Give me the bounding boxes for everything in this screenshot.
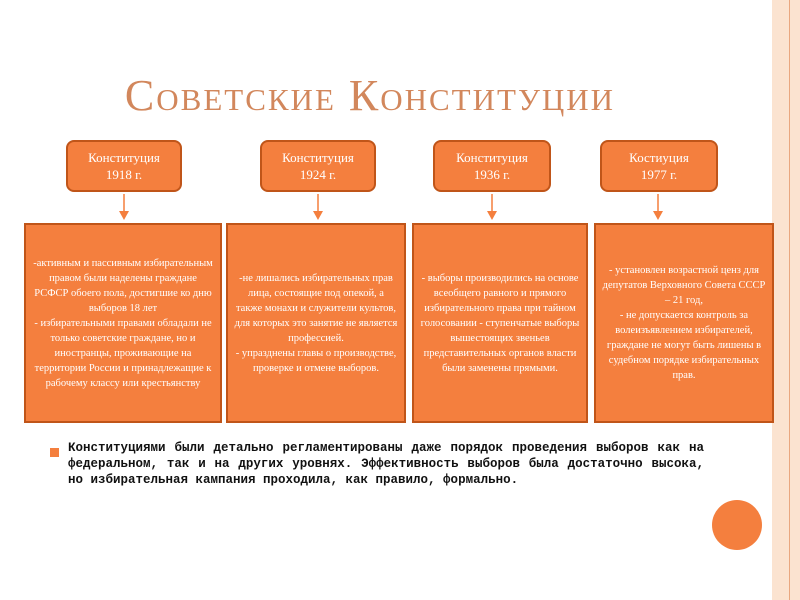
arrow-down-icon xyxy=(652,194,664,220)
header-label: Конституция xyxy=(282,150,354,165)
constitution-1977-header xyxy=(600,140,718,192)
details-text: -активным и пассивным избирательным правом были наделены граждане РСФСР обоего пола, достигшие ко дню выборов 18 лет - избирательными правами обладали не только советские граждане, но и иностранцы, проживающие на территории России и принадлежащие к рабочему классу или крестьянству xyxy=(33,257,213,389)
decorative-circle xyxy=(712,500,762,550)
constitution-1918-header xyxy=(66,140,182,192)
header-year: 1977 г. xyxy=(640,167,678,182)
constitution-1918-details xyxy=(24,223,222,423)
square-bullet-icon xyxy=(50,448,59,457)
arrow-down-icon xyxy=(118,194,130,220)
constitution-1924-details xyxy=(226,223,406,423)
constitution-1977-details xyxy=(594,223,774,423)
details-text: - выборы производились на основе всеобщего равного и прямого избирательного права при тайном голосовании - ступенчатые выборы вышестоящих звеньев представительных органов власти были заменены прямыми. xyxy=(420,272,580,374)
header-label: Конституция xyxy=(456,150,528,165)
header-year: 1936 г. xyxy=(473,167,511,182)
details-text: -не лишались избирательных прав лица, состоящие под опекой, а также монахи и служители культов, для которых это занятие не является профессией. - упразднены главы о производстве, проверке и отмене выборов. xyxy=(234,272,398,374)
arrow-down-icon xyxy=(312,194,324,220)
constitution-1936-header xyxy=(433,140,551,192)
header-label: Костиуция xyxy=(629,150,689,165)
header-year: 1918 г. xyxy=(105,167,143,182)
decorative-stripe xyxy=(772,0,800,600)
details-text: - установлен возрастной ценз для депутатов Верховного Совета СССР – 21 год, - не допускается контроль за волеизъявлением избирателей, граждане не могут быть лишены в судебном порядке избирательных прав. xyxy=(602,265,766,381)
summary-note: Конституциями были детально регламентированы даже порядок проведения выборов как на федеральном, так и на других уровнях. Эффективность выборов была достаточно высока, но избирательная кампания проходила, как правило, формально. xyxy=(68,441,704,487)
header-label: Конституция xyxy=(88,150,160,165)
slide-title: Советские Конституции xyxy=(124,71,616,120)
constitution-1924-header xyxy=(260,140,376,192)
constitution-1936-details xyxy=(412,223,588,423)
decorative-line xyxy=(789,0,790,600)
arrow-down-icon xyxy=(486,194,498,220)
header-year: 1924 г. xyxy=(299,167,337,182)
